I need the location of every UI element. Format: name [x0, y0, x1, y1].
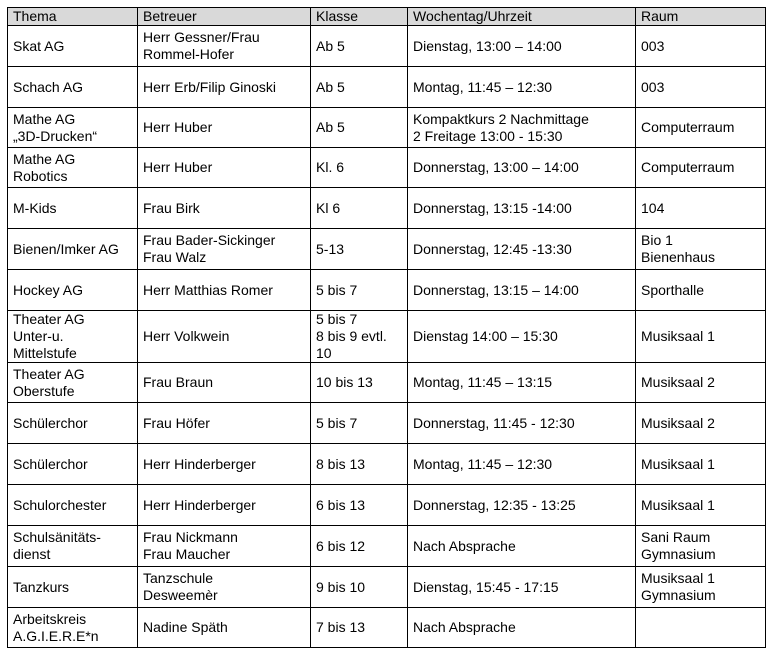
cell-raum: [636, 608, 766, 648]
table-row: [8, 608, 766, 648]
cell-klasse: 5 bis 7: [311, 403, 408, 444]
cell-thema: Mathe AG „3D-Drucken“: [8, 108, 138, 148]
cell-raum: Musiksaal 1: [636, 485, 766, 526]
cell-klasse: 9 bis 10: [311, 567, 408, 608]
cell-thema: Tanzkurs: [8, 567, 138, 608]
cell-wochentag-uhrzeit: Donnerstag, 13:15 – 14:00: [408, 270, 636, 311]
cell-betreuer: Herr Hinderberger: [138, 485, 311, 526]
cell-betreuer: Herr Volkwein: [138, 311, 311, 363]
cell-raum: Sani Raum Gymnasium: [636, 526, 766, 567]
column-header-betreuer: Betreuer: [138, 8, 311, 26]
cell-klasse: Ab 5: [311, 67, 408, 108]
table-row: [8, 67, 766, 108]
cell-wochentag-uhrzeit: Donnerstag, 13:15 -14:00: [408, 188, 636, 229]
cell-raum: Sporthalle: [636, 270, 766, 311]
cell-betreuer: Frau Braun: [138, 363, 311, 403]
cell-wochentag-uhrzeit: Montag, 11:45 – 12:30: [408, 67, 636, 108]
cell-thema: Theater AG Oberstufe: [8, 363, 138, 403]
cell-klasse: Ab 5: [311, 26, 408, 67]
cell-klasse: 7 bis 13: [311, 608, 408, 648]
cell-wochentag-uhrzeit: Donnerstag, 12:45 -13:30: [408, 229, 636, 270]
table-row: [8, 108, 766, 148]
table-row: [8, 444, 766, 485]
cell-raum: 003: [636, 26, 766, 67]
table-row: [8, 26, 766, 67]
cell-raum: Computerraum: [636, 108, 766, 148]
cell-raum: Musiksaal 1: [636, 311, 766, 363]
cell-klasse: Kl. 6: [311, 148, 408, 188]
cell-raum: Musiksaal 2: [636, 403, 766, 444]
cell-betreuer: Herr Matthias Romer: [138, 270, 311, 311]
cell-betreuer: Nadine Späth: [138, 608, 311, 648]
cell-betreuer: Frau Birk: [138, 188, 311, 229]
cell-wochentag-uhrzeit: Dienstag, 13:00 – 14:00: [408, 26, 636, 67]
cell-raum: Computerraum: [636, 148, 766, 188]
table-body: [8, 26, 766, 648]
cell-thema: Theater AG Unter-u. Mittelstufe: [8, 311, 138, 363]
table-row: [8, 363, 766, 403]
cell-wochentag-uhrzeit: Montag, 11:45 – 12:30: [408, 444, 636, 485]
cell-wochentag-uhrzeit: Dienstag, 15:45 - 17:15: [408, 567, 636, 608]
cell-betreuer: Herr Huber: [138, 148, 311, 188]
cell-thema: Schulorchester: [8, 485, 138, 526]
table-row: [8, 229, 766, 270]
cell-klasse: Kl 6: [311, 188, 408, 229]
cell-thema: Mathe AG Robotics: [8, 148, 138, 188]
table-row: [8, 270, 766, 311]
cell-raum: Musiksaal 1: [636, 444, 766, 485]
cell-thema: Hockey AG: [8, 270, 138, 311]
cell-wochentag-uhrzeit: Donnerstag, 12:35 - 13:25: [408, 485, 636, 526]
cell-thema: Arbeitskreis A.G.I.E.R.E*n: [8, 608, 138, 648]
cell-raum: Bio 1 Bienenhaus: [636, 229, 766, 270]
cell-klasse: 5 bis 7: [311, 270, 408, 311]
cell-wochentag-uhrzeit: Montag, 11:45 – 13:15: [408, 363, 636, 403]
cell-betreuer: Herr Hinderberger: [138, 444, 311, 485]
ag-schedule-table: [7, 7, 766, 648]
cell-klasse: 5 bis 7 8 bis 9 evtl. 10: [311, 311, 408, 363]
cell-wochentag-uhrzeit: Donnerstag, 13:00 – 14:00: [408, 148, 636, 188]
table-header-row: [8, 8, 766, 26]
table-row: [8, 311, 766, 363]
cell-thema: Schach AG: [8, 67, 138, 108]
cell-betreuer: Frau Höfer: [138, 403, 311, 444]
cell-raum: 003: [636, 67, 766, 108]
cell-klasse: 8 bis 13: [311, 444, 408, 485]
cell-klasse: 10 bis 13: [311, 363, 408, 403]
column-header-klasse: Klasse: [311, 8, 408, 26]
cell-thema: Bienen/Imker AG: [8, 229, 138, 270]
cell-klasse: Ab 5: [311, 108, 408, 148]
cell-thema: Schulsänitäts- dienst: [8, 526, 138, 567]
cell-betreuer: Herr Erb/Filip Ginoski: [138, 67, 311, 108]
cell-thema: Schülerchor: [8, 444, 138, 485]
cell-thema: Skat AG: [8, 26, 138, 67]
cell-wochentag-uhrzeit: Kompaktkurs 2 Nachmittage 2 Freitage 13:00 - 15:30: [408, 108, 636, 148]
cell-klasse: 6 bis 12: [311, 526, 408, 567]
column-header-thema: Thema: [8, 8, 138, 26]
cell-thema: Schülerchor: [8, 403, 138, 444]
cell-klasse: 6 bis 13: [311, 485, 408, 526]
cell-wochentag-uhrzeit: Donnerstag, 11:45 - 12:30: [408, 403, 636, 444]
cell-betreuer: Frau Nickmann Frau Maucher: [138, 526, 311, 567]
table-row: [8, 188, 766, 229]
table-row: [8, 526, 766, 567]
cell-raum: Musiksaal 2: [636, 363, 766, 403]
table-row: [8, 567, 766, 608]
cell-klasse: 5-13: [311, 229, 408, 270]
cell-raum: Musiksaal 1 Gymnasium: [636, 567, 766, 608]
cell-betreuer: Frau Bader-Sickinger Frau Walz: [138, 229, 311, 270]
cell-wochentag-uhrzeit: Dienstag 14:00 – 15:30: [408, 311, 636, 363]
table-row: [8, 148, 766, 188]
cell-betreuer: Herr Gessner/Frau Rommel-Hofer: [138, 26, 311, 67]
cell-raum: 104: [636, 188, 766, 229]
cell-wochentag-uhrzeit: Nach Absprache: [408, 526, 636, 567]
cell-thema: M-Kids: [8, 188, 138, 229]
cell-wochentag-uhrzeit: Nach Absprache: [408, 608, 636, 648]
ag-schedule-sheet: [7, 7, 766, 648]
table-row: [8, 403, 766, 444]
column-header-raum: Raum: [636, 8, 766, 26]
cell-betreuer: Tanzschule Desweemèr: [138, 567, 311, 608]
cell-betreuer: Herr Huber: [138, 108, 311, 148]
column-header-wochentag-uhrzeit: Wochentag/Uhrzeit: [408, 8, 636, 26]
table-row: [8, 485, 766, 526]
